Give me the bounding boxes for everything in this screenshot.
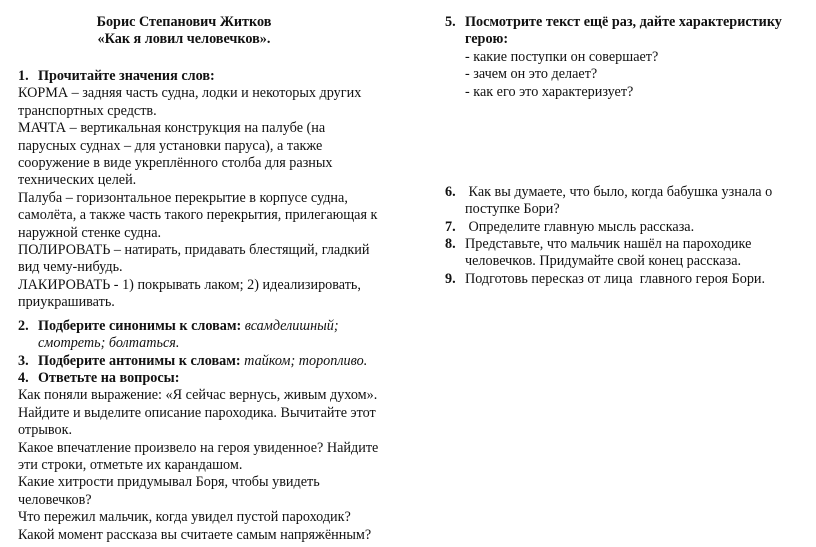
- task-9: [445, 271, 765, 288]
- task-5-subquestion: - как его это характеризует?: [465, 83, 634, 100]
- task-7-line: [445, 219, 694, 236]
- task-6: [445, 184, 772, 219]
- task-2-words-continued: смотреть; болтаться.: [38, 335, 180, 352]
- task-7-number: 7.: [445, 219, 456, 235]
- task-4: [18, 370, 378, 544]
- task-7-text: Определите главную мысль рассказа.: [465, 219, 695, 235]
- task-9-line: [445, 271, 765, 288]
- question-line: Что пережил мальчик, когда увидел пустой пароходик?: [18, 509, 351, 526]
- task-5-subquestion: - какие поступки он совершает?: [465, 48, 659, 65]
- task-1-number: 1.: [18, 68, 29, 84]
- definition-line: приукрашивать.: [18, 294, 115, 311]
- question-line: человечков?: [18, 491, 92, 508]
- question-line: Какие хитрости придумывал Боря, чтобы увидеть: [18, 474, 320, 491]
- question-line: Какое впечатление произвело на героя увиденное? Найдите: [18, 439, 379, 456]
- task-2-number: 2.: [18, 318, 29, 334]
- task-5-heading-text: Посмотрите текст ещё раз, дайте характеристику: [465, 14, 782, 30]
- task-2-line-1: [18, 318, 339, 335]
- task-3-heading: Подберите антонимы к словам:: [38, 353, 241, 369]
- task-9-text: Подготовь пересказ от лица главного героя Бори.: [465, 271, 766, 287]
- task-6-text: Как вы думаете, что было, когда бабушка узнала о: [465, 184, 773, 200]
- definition-line: МАЧТА – вертикальная конструкция на палубе (на: [18, 120, 326, 137]
- definition-line: технических целей.: [18, 172, 137, 189]
- definition-line: наружной стенке судна.: [18, 224, 162, 241]
- task-4-number: 4.: [18, 370, 29, 386]
- task-8-text: Представьте, что мальчик нашёл на пароходике: [465, 236, 752, 252]
- task-3-words: тайком; торопливо.: [244, 353, 368, 369]
- question-line: Как поняли выражение: «Я сейчас вернусь, живым духом».: [18, 387, 378, 404]
- title-author: Борис Степанович Житков: [96, 14, 272, 30]
- task-1-heading: [18, 68, 377, 85]
- task-8-text-continued: человечков. Придумайте свой конец рассказа.: [465, 253, 742, 270]
- task-7: [445, 219, 694, 236]
- task-6-line-1: [445, 184, 772, 201]
- definition-line: самолёта, а также часть такого перекрытия, прилегающая к: [18, 207, 378, 224]
- definition-line: КОРМА – задняя часть судна, лодки и некоторых других: [18, 85, 362, 102]
- task-5-number: 5.: [445, 14, 456, 30]
- definition-line: парусных суднах – для установки паруса), а также: [18, 137, 323, 154]
- task-4-heading-text: Ответьте на вопросы:: [38, 370, 180, 386]
- task-5-heading-continued: герою:: [465, 31, 509, 48]
- title-story: «Как я ловил человечков».: [97, 31, 271, 47]
- task-8: [445, 236, 751, 271]
- task-4-heading: [18, 370, 378, 387]
- task-3: [18, 353, 367, 370]
- task-1: [18, 68, 377, 312]
- task-6-number: 6.: [445, 184, 456, 200]
- task-8-number: 8.: [445, 236, 456, 252]
- definition-line: ПОЛИРОВАТЬ – натирать, придавать блестящий, гладкий: [18, 242, 370, 259]
- question-line: Какой момент рассказа вы считаете самым напряжённым?: [18, 526, 372, 543]
- task-1-heading-text: Прочитайте значения слов:: [38, 68, 215, 84]
- task-8-line-1: [445, 236, 751, 253]
- definition-line: Палуба – горизонтальное перекрытие в корпусе судна,: [18, 189, 348, 206]
- document-title: [0, 14, 374, 48]
- task-9-number: 9.: [445, 271, 456, 287]
- task-2-heading: Подберите синонимы к словам:: [38, 318, 242, 334]
- task-3-line: [18, 353, 367, 370]
- task-2: [18, 318, 339, 353]
- task-6-text-continued: поступке Бори?: [465, 201, 560, 218]
- question-line: эти строки, отметьте их карандашом.: [18, 457, 243, 474]
- task-5-subquestion: - зачем он это делает?: [465, 66, 598, 83]
- definition-line: транспортных средств.: [18, 102, 157, 119]
- definition-line: ЛАКИРОВАТЬ - 1) покрывать лаком; 2) идеализировать,: [18, 276, 361, 293]
- question-line: Найдите и выделите описание пароходика. Вычитайте этот: [18, 404, 376, 421]
- task-2-words: всамделишный;: [244, 318, 339, 334]
- definition-line: вид чему-нибудь.: [18, 259, 123, 276]
- definition-line: сооружение в виде укреплённого столба для разных: [18, 155, 333, 172]
- task-5: [445, 14, 782, 101]
- task-3-number: 3.: [18, 353, 29, 369]
- question-line: отрывок.: [18, 422, 73, 439]
- task-5-heading: [445, 14, 782, 31]
